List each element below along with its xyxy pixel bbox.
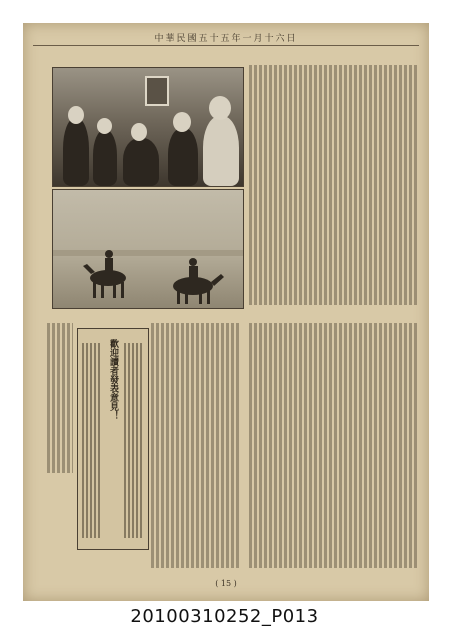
archive-id: 20100310252_P013 [130, 606, 319, 627]
photo-group-meeting [52, 67, 244, 187]
article-text-lower-right [249, 323, 417, 568]
portrait-frame [145, 76, 169, 106]
person-silhouette [63, 118, 89, 186]
person-head [131, 123, 147, 141]
notice-text [124, 343, 144, 538]
person-silhouette [123, 138, 159, 186]
person-head [209, 96, 231, 120]
header-rule [33, 45, 419, 46]
person-head [173, 112, 191, 132]
riders-drawing [53, 190, 243, 308]
notice-title: 歡迎讀者發表意見！ [108, 339, 118, 420]
newspaper-page [23, 23, 429, 601]
person-silhouette [203, 116, 239, 186]
person-silhouette [168, 128, 198, 186]
person-silhouette [93, 130, 117, 186]
article-text-lower-middle [151, 323, 241, 568]
person-head [68, 106, 84, 124]
article-text-lower-left [47, 323, 73, 473]
date-header: 中華民國五十五年一月十六日 [154, 34, 298, 44]
notice-text [82, 343, 102, 538]
photo-riders-desert [52, 189, 244, 309]
page-number: ( 15 ) [215, 579, 237, 588]
article-text-upper [249, 65, 417, 305]
reader-notice-box [77, 328, 149, 550]
person-head [97, 118, 112, 134]
